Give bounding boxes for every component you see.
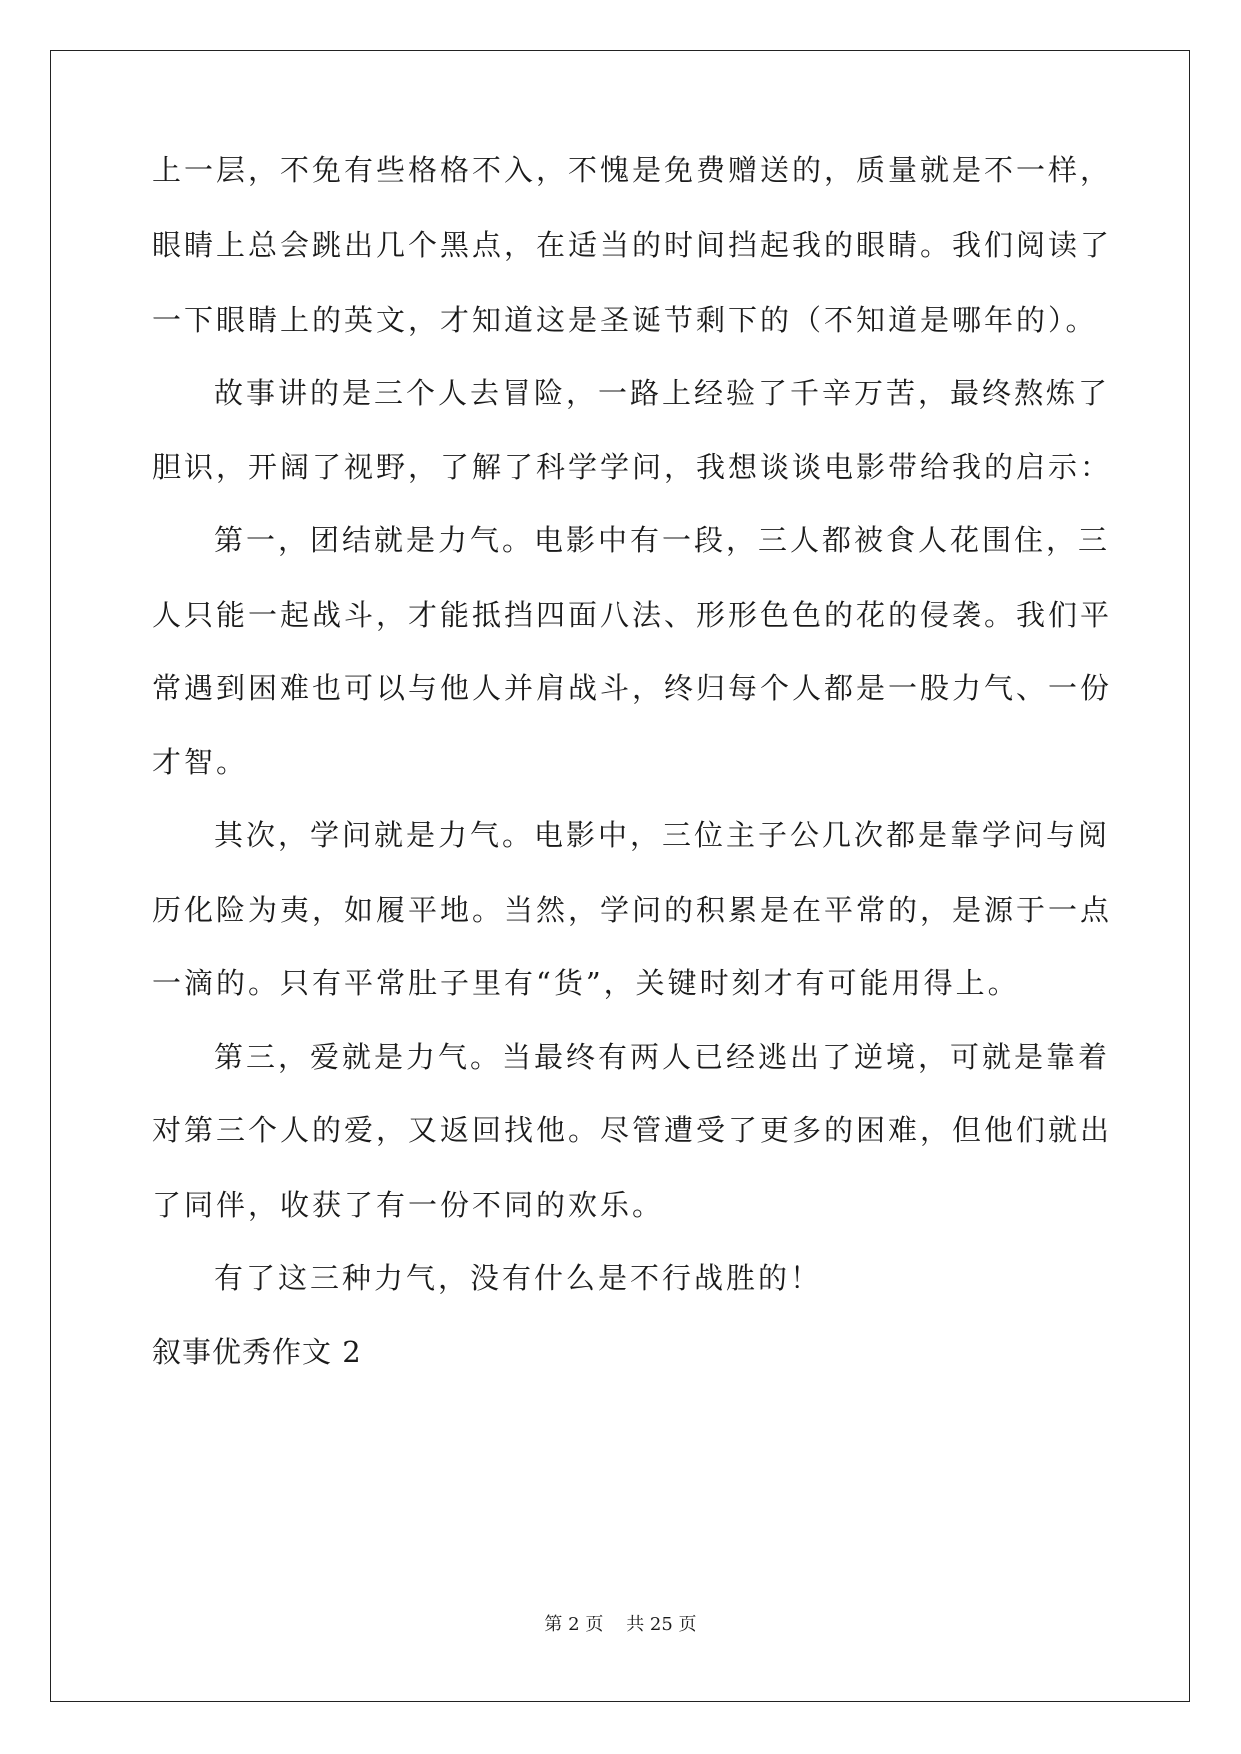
paragraph-start: 有了这三种力气，没有什么是不行战胜的！ [214, 1261, 823, 1295]
page-border [50, 50, 1190, 1702]
body-line: 常遇到困难也可以与他人并肩战斗，终归每个人都是一股力气、一份 [152, 671, 1113, 705]
paragraph-start: 故事讲的是三个人去冒险，一路上经验了千辛万苦，最终熬炼了 [214, 376, 1111, 410]
body-line: 上一层，不免有些格格不入，不愧是免费赠送的，质量就是不一样， [152, 153, 1113, 187]
body-line: 人只能一起战斗，才能抵挡四面八法、形形色色的花的侵袭。我们平 [152, 598, 1113, 632]
body-line: 历化险为夷，如履平地。当然，学问的积累是在平常的，是源于一点 [152, 893, 1113, 927]
body-line: 了同伴，收获了有一份不同的欢乐。 [152, 1188, 665, 1222]
body-line: 胆识，开阔了视野，了解了科学学问，我想谈谈电影带给我的启示： [152, 450, 1113, 484]
body-line: 一下眼睛上的英文，才知道这是圣诞节剩下的（不知道是哪年的）。 [152, 303, 1098, 337]
body-line: 才智。 [152, 745, 249, 779]
body-line: 对第三个人的爱，又返回找他。尽管遭受了更多的困难，但他们就出 [152, 1113, 1113, 1147]
page-footer [0, 1613, 1241, 1637]
section-heading: 叙事优秀作文 2 [152, 1335, 362, 1369]
paragraph-start: 第三，爱就是力气。当最终有两人已经逃出了逆境，可就是靠着 [214, 1040, 1111, 1074]
paragraph-start: 第一，团结就是力气。电影中有一段，三人都被食人花围住，三 [214, 523, 1111, 557]
page-number: 第 2 页 共 25 页 [544, 1614, 697, 1635]
body-line: 眼睛上总会跳出几个黑点，在适当的时间挡起我的眼睛。我们阅读了 [152, 228, 1113, 262]
paragraph-start: 其次，学问就是力气。电影中，三位主子公几次都是靠学问与阅 [214, 818, 1111, 852]
body-line: 一滴的。只有平常肚子里有“货”，关键时刻才有可能用得上。 [152, 966, 1020, 1000]
